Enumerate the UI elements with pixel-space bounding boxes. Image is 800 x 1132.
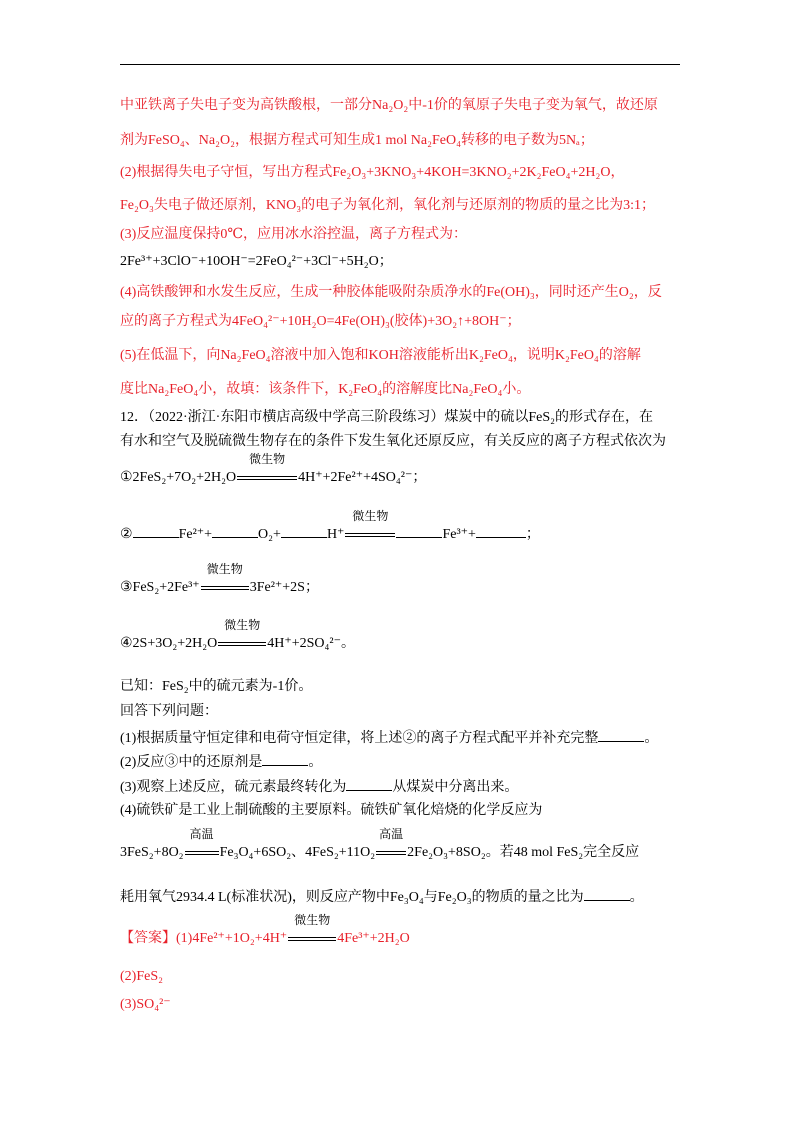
explanation-line-7: (4)高铁酸钾和水发生反应，生成一种胶体能吸附杂质净水的Fe(OH)₃，同时还产生O₂，反 (120, 285, 662, 300)
answer-3: (3)SO₄²⁻ (120, 997, 171, 1012)
microbe-label: 微生物 (294, 913, 331, 927)
part-3 (120, 776, 518, 798)
explanation-line-9: (5)在低温下，向Na₂FeO₄溶液中加入饱和KOH溶液能析出K₂FeO₄，说明K₂FeO₄的溶解 (120, 348, 641, 363)
microbe-label: 微生物 (206, 562, 243, 576)
blank-fe3-coef[interactable] (396, 523, 442, 538)
blank-fe2-coef[interactable] (133, 523, 179, 538)
blank-extra-product[interactable] (476, 523, 526, 538)
microbe-arrow-1 (237, 452, 297, 488)
microbe-label: 微生物 (224, 618, 261, 632)
high-temp-arrow-2 (376, 827, 406, 863)
explanation-line-10: 度比Na₂FeO₄小，故填：该条件下，K₂FeO₄的溶解度比Na₂FeO₄小。 (120, 382, 531, 397)
part-2-end: 。 (308, 755, 323, 770)
known-note: 已知：FeS₂中的硫元素为-1价。 (120, 679, 313, 694)
eq2-index: ② (120, 527, 133, 542)
blank-part-3[interactable] (346, 776, 392, 791)
answer-1 (120, 913, 410, 949)
blank-h-coef[interactable] (281, 523, 327, 538)
part-4-question-text: 耗用氧气2934.4 L(标准状况)，则反应产物中Fe₃O₄与Fe₂O₃的物质的量之比为 (120, 890, 584, 905)
high-temp-label: 高温 (189, 827, 214, 841)
explanation-line-5: (3)反应温度保持0℃，应用冰水浴控温，离子方程式为： (120, 227, 467, 242)
equation-4 (120, 618, 355, 654)
microbe-arrow-2 (345, 509, 395, 545)
explanation-line-2: 剂为FeSO₄、Na₂O₂，根据方程式可知生成1 mol Na₂FeO₄转移的电子数为5Nₐ； (120, 133, 594, 148)
microbe-arrow-answer (288, 913, 336, 949)
explanation-line-8: 应的离子方程式为4FeO₄²⁻+10H₂O=4Fe(OH)₃(胶体)+3O₂↑+8OH⁻； (120, 314, 521, 329)
part-1-end: 。 (644, 731, 659, 746)
eq2-o2: O₂+ (258, 527, 281, 542)
eq2-end: ； (525, 527, 540, 542)
question-line-2: 有水和空气及脱硫微生物存在的条件下发生氧化还原反应，有关反应的离子方程式依次为 (120, 434, 666, 449)
part-1 (120, 727, 658, 749)
explanation-line-4: Fe₂O₃失电子做还原剂，KNO₃的电子为氧化剂，氧化剂与还原剂的物质的量之比为3:1； (120, 198, 655, 213)
answer-tag: 【答案】 (120, 931, 176, 946)
r1-products: Fe₃O₄+6SO₂、4FeS₂+11O₂ (219, 845, 376, 860)
r1-reactants: 3FeS₂+8O₂ (120, 845, 184, 860)
part-2 (120, 751, 322, 773)
part-2-text: (2)反应③中的还原剂是 (120, 755, 263, 770)
eq1-reactants: ①2FeS₂+7O₂+2H₂O (120, 470, 237, 485)
eq4-reactants: ④2S+3O₂+2H₂O (120, 636, 218, 651)
eq2-fe2: Fe²⁺+ (178, 527, 213, 542)
eq3-products: 3Fe²⁺+2S； (249, 580, 319, 595)
equation-3 (120, 562, 319, 598)
answer-1-reactants: (1)4Fe²⁺+1O₂+4H⁺ (176, 931, 288, 946)
microbe-label: 微生物 (352, 509, 389, 523)
high-temp-arrow-1 (185, 827, 219, 863)
microbe-arrow-4 (218, 618, 266, 654)
high-temp-label: 高温 (379, 827, 404, 841)
explanation-line-3: (2)根据得失电子守恒，写出方程式Fe₂O₃+3KNO₃+4KOH=3KNO₂+2K₂FeO₄+2H₂O， (120, 165, 625, 180)
explanation-line-6: 2Fe³⁺+3ClO⁻+10OH⁻=2FeO₄²⁻+3Cl⁻+5H₂O； (120, 254, 393, 269)
explanation-line-1: 中亚铁离子失电子变为高铁酸根，一部分Na₂O₂中-1价的氧原子失电子变为氧气，故还原 (120, 98, 658, 113)
roasting-equations (120, 827, 640, 863)
microbe-label: 微生物 (249, 452, 286, 466)
part-3-text: (3)观察上述反应，硫元素最终转化为 (120, 780, 347, 795)
part-4-question (120, 886, 644, 908)
eq3-reactants: ③FeS₂+2Fe³⁺ (120, 580, 200, 595)
part-1-text: (1)根据质量守恒定律和电荷守恒定律，将上述②的离子方程式配平并补充完整 (120, 731, 599, 746)
part-4-question-end: 。 (629, 890, 644, 905)
answer-2: (2)FeS₂ (120, 969, 163, 984)
question-line-1: 12．（2022·浙江·东阳市横店高级中学高三阶段练习）煤炭中的硫以FeS₂的形式存在，在 (120, 410, 653, 425)
eq1-products: 4H⁺+2Fe²⁺+4SO₄²⁻； (298, 470, 427, 485)
eq4-products: 4H⁺+2SO₄²⁻。 (267, 636, 355, 651)
r2-products: 2Fe₂O₃+8SO₂。若48 mol FeS₂完全反应 (407, 845, 640, 860)
part-4: (4)硫铁矿是工业上制硫酸的主要原料。硫铁矿氧化焙烧的化学反应为 (120, 803, 543, 818)
eq2-h: H⁺ (326, 527, 345, 542)
equation-2 (120, 509, 540, 545)
part-3-end: 从煤炭中分离出来。 (392, 780, 519, 795)
answer-prompt: 回答下列问题： (120, 704, 218, 719)
blank-part-4[interactable] (584, 886, 630, 901)
microbe-arrow-3 (201, 562, 249, 598)
blank-part-2[interactable] (262, 751, 308, 766)
equation-1 (120, 452, 427, 488)
blank-part-1[interactable] (598, 727, 644, 742)
header-rule (120, 64, 680, 65)
blank-o2-coef[interactable] (212, 523, 258, 538)
answer-1-products: 4Fe³⁺+2H₂O (337, 931, 410, 946)
eq2-fe3: Fe³⁺+ (442, 527, 476, 542)
